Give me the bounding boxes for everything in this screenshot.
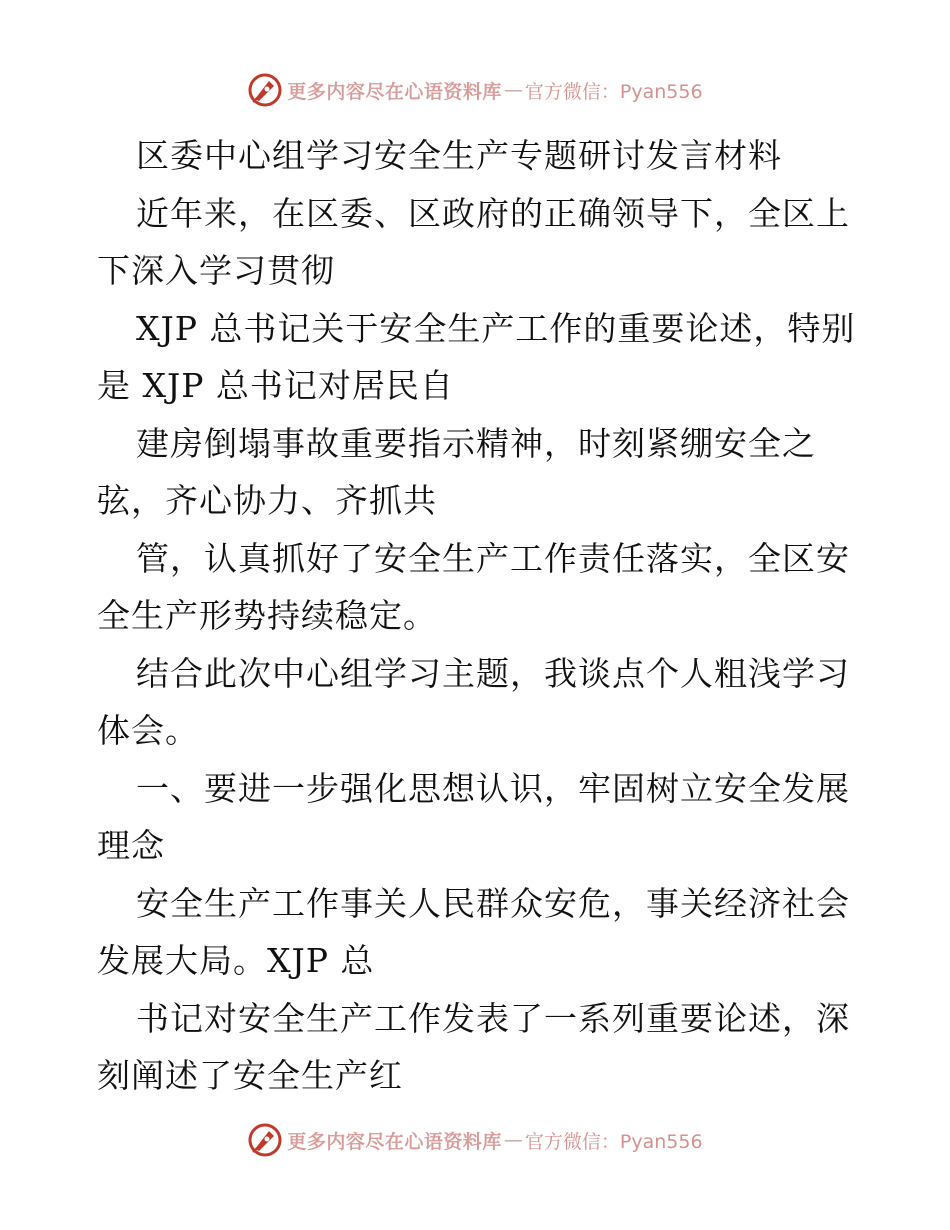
paragraph-line: 是 XJP 总书记对居民自 (97, 366, 454, 405)
paragraph-line: 近年来，在区委、区政府的正确领导下，全区上 (136, 193, 850, 233)
banner-main-text: 更多内容尽在心语资料库 (287, 80, 502, 103)
paragraph-line: 体会。 (97, 711, 199, 750)
banner-separator: — (503, 79, 523, 101)
paragraph-line: 弦，齐心协力、齐抓共 (97, 481, 437, 520)
header-banner (0, 70, 950, 110)
section-heading-continued: 理念 (97, 826, 165, 865)
paragraph-line: 书记对安全生产工作发表了一系列重要论述，深 (136, 998, 850, 1038)
banner-wechat-text: 官方微信：Pyan556 (524, 80, 703, 103)
pen-nib-logo-icon (247, 72, 283, 108)
paragraph-line: 下深入学习贯彻 (97, 251, 335, 290)
paragraph-line: XJP 总书记关于安全生产工作的重要论述，特别 (136, 308, 856, 348)
banner-separator: — (503, 1129, 523, 1151)
paragraph-line: 管，认真抓好了安全生产工作责任落实，全区安 (136, 538, 850, 578)
paragraph-line: 建房倒塌事故重要指示精神，时刻紧绷安全之 (136, 423, 816, 463)
document-body (0, 127, 950, 1105)
section-heading: 一、要进一步强化思想认识，牢固树立安全发展 (136, 768, 850, 808)
pen-nib-logo-icon (247, 1122, 283, 1158)
footer-banner (0, 1120, 950, 1160)
paragraph-line: 结合此次中心组学习主题，我谈点个人粗浅学习 (136, 653, 850, 693)
paragraph-line: 发展大局。XJP 总 (97, 941, 375, 980)
paragraph-line: 全生产形势持续稳定。 (97, 596, 437, 635)
paragraph-line: 安全生产工作事关人民群众安危，事关经济社会 (136, 883, 850, 923)
document-title: 区委中心组学习安全生产专题研讨发言材料 (136, 136, 782, 175)
paragraph-line: 刻阐述了安全生产红 (97, 1056, 403, 1095)
banner-main-text: 更多内容尽在心语资料库 (287, 1130, 502, 1153)
banner-wechat-text: 官方微信：Pyan556 (524, 1130, 703, 1153)
